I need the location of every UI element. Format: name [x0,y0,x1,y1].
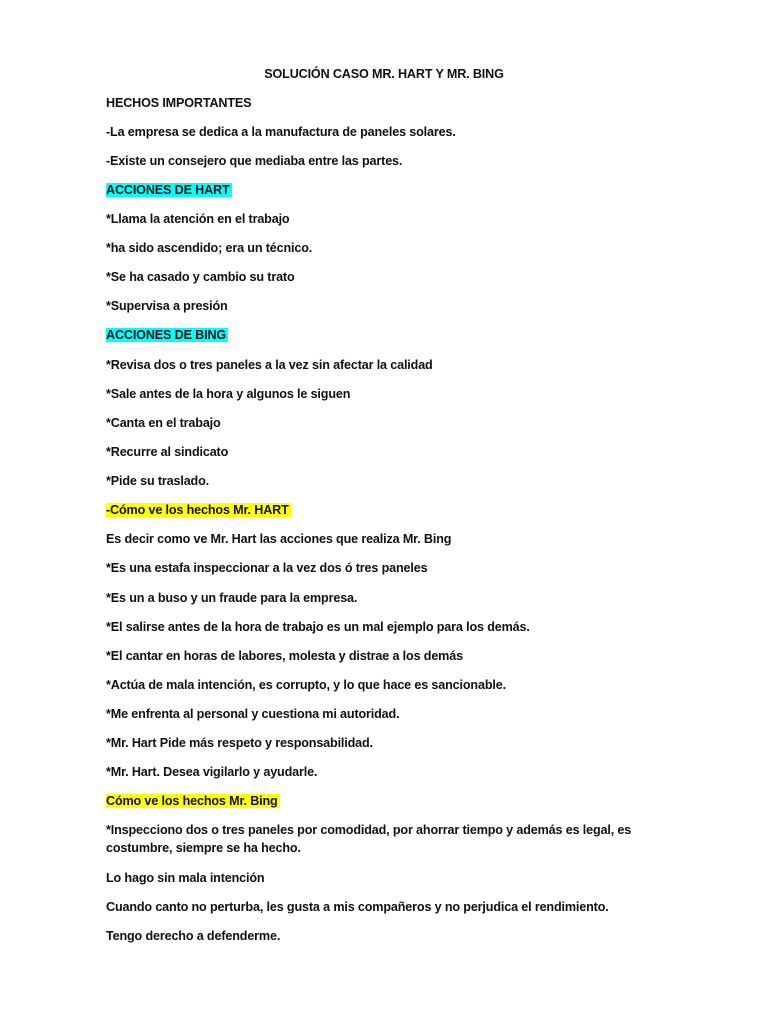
bing-action-4: *Recurre al sindicato [106,445,229,459]
hart-view-item-2: *Es una estafa inspeccionar a la vez dos ó tres paneles [106,561,428,575]
bing-view-item-3: Cuando canto no perturba, les gusta a mis compañeros y no perjudica el rendimiento. [106,900,609,914]
bing-view-heading-highlight: Cómo ve los hechos Mr. Bing [106,794,278,808]
hart-view-item-3: *Es un a buso y un fraude para la empresa. [106,591,358,605]
hart-view-item-4: *El salirse antes de la hora de trabajo es un mal ejemplo para los demás. [106,620,530,634]
hart-view-item-8: *Mr. Hart Pide más respeto y responsabilidad. [106,736,373,750]
bing-action-3: *Canta en el trabajo [106,416,221,430]
bing-view-item-4: Tengo derecho a defenderme. [106,929,281,943]
hecho-item-1: -La empresa se dedica a la manufactura de paneles solares. [106,125,456,139]
hart-view-prefix: - [106,503,111,517]
hart-actions-heading-highlight: ACCIONES DE HART [106,183,230,197]
hecho-item-2: -Existe un consejero que mediaba entre las partes. [106,154,403,168]
bing-view-item-2: Lo hago sin mala intención [106,871,265,885]
hart-view-heading-text: Cómo ve los hechos Mr. HART [110,503,289,517]
hart-view-heading [106,502,291,518]
hart-view-heading-highlight [106,503,291,517]
bing-view-item-1: *Inspecciono dos o tres paneles por comodidad, por ahorrar tiempo y además es legal, es costumbre, siempre se ha hecho. [106,823,632,855]
hart-view-item-1: Es decir como ve Mr. Hart las acciones que realiza Mr. Bing [106,532,452,546]
hart-actions-heading [106,182,232,198]
hart-action-4: *Supervisa a presión [106,299,228,313]
hechos-heading: HECHOS IMPORTANTES [106,96,252,110]
hart-view-item-7: *Me enfrenta al personal y cuestiona mi autoridad. [106,707,400,721]
hart-view-item-6: *Actúa de mala intención, es corrupto, y lo que hace es sancionable. [106,678,506,692]
bing-action-5: *Pide su traslado. [106,474,209,488]
bing-view-heading [106,793,280,809]
document-title: SOLUCIÓN CASO MR. HART Y MR. BING [264,67,504,81]
bing-action-1: *Revisa dos o tres paneles a la vez sin afectar la calidad [106,358,433,372]
bing-action-2: *Sale antes de la hora y algunos le siguen [106,387,351,401]
hart-view-item-5: *El cantar en horas de labores, molesta y distrae a los demás [106,649,463,663]
hart-action-1: *Llama la atención en el trabajo [106,212,290,226]
hart-action-2: *ha sido ascendido; era un técnico. [106,241,313,255]
hart-action-3: *Se ha casado y cambio su trato [106,270,295,284]
bing-actions-heading-highlight: ACCIONES DE BING [106,328,227,342]
hart-view-item-9: *Mr. Hart. Desea vigilarlo y ayudarle. [106,765,318,779]
bing-actions-heading [106,327,228,343]
